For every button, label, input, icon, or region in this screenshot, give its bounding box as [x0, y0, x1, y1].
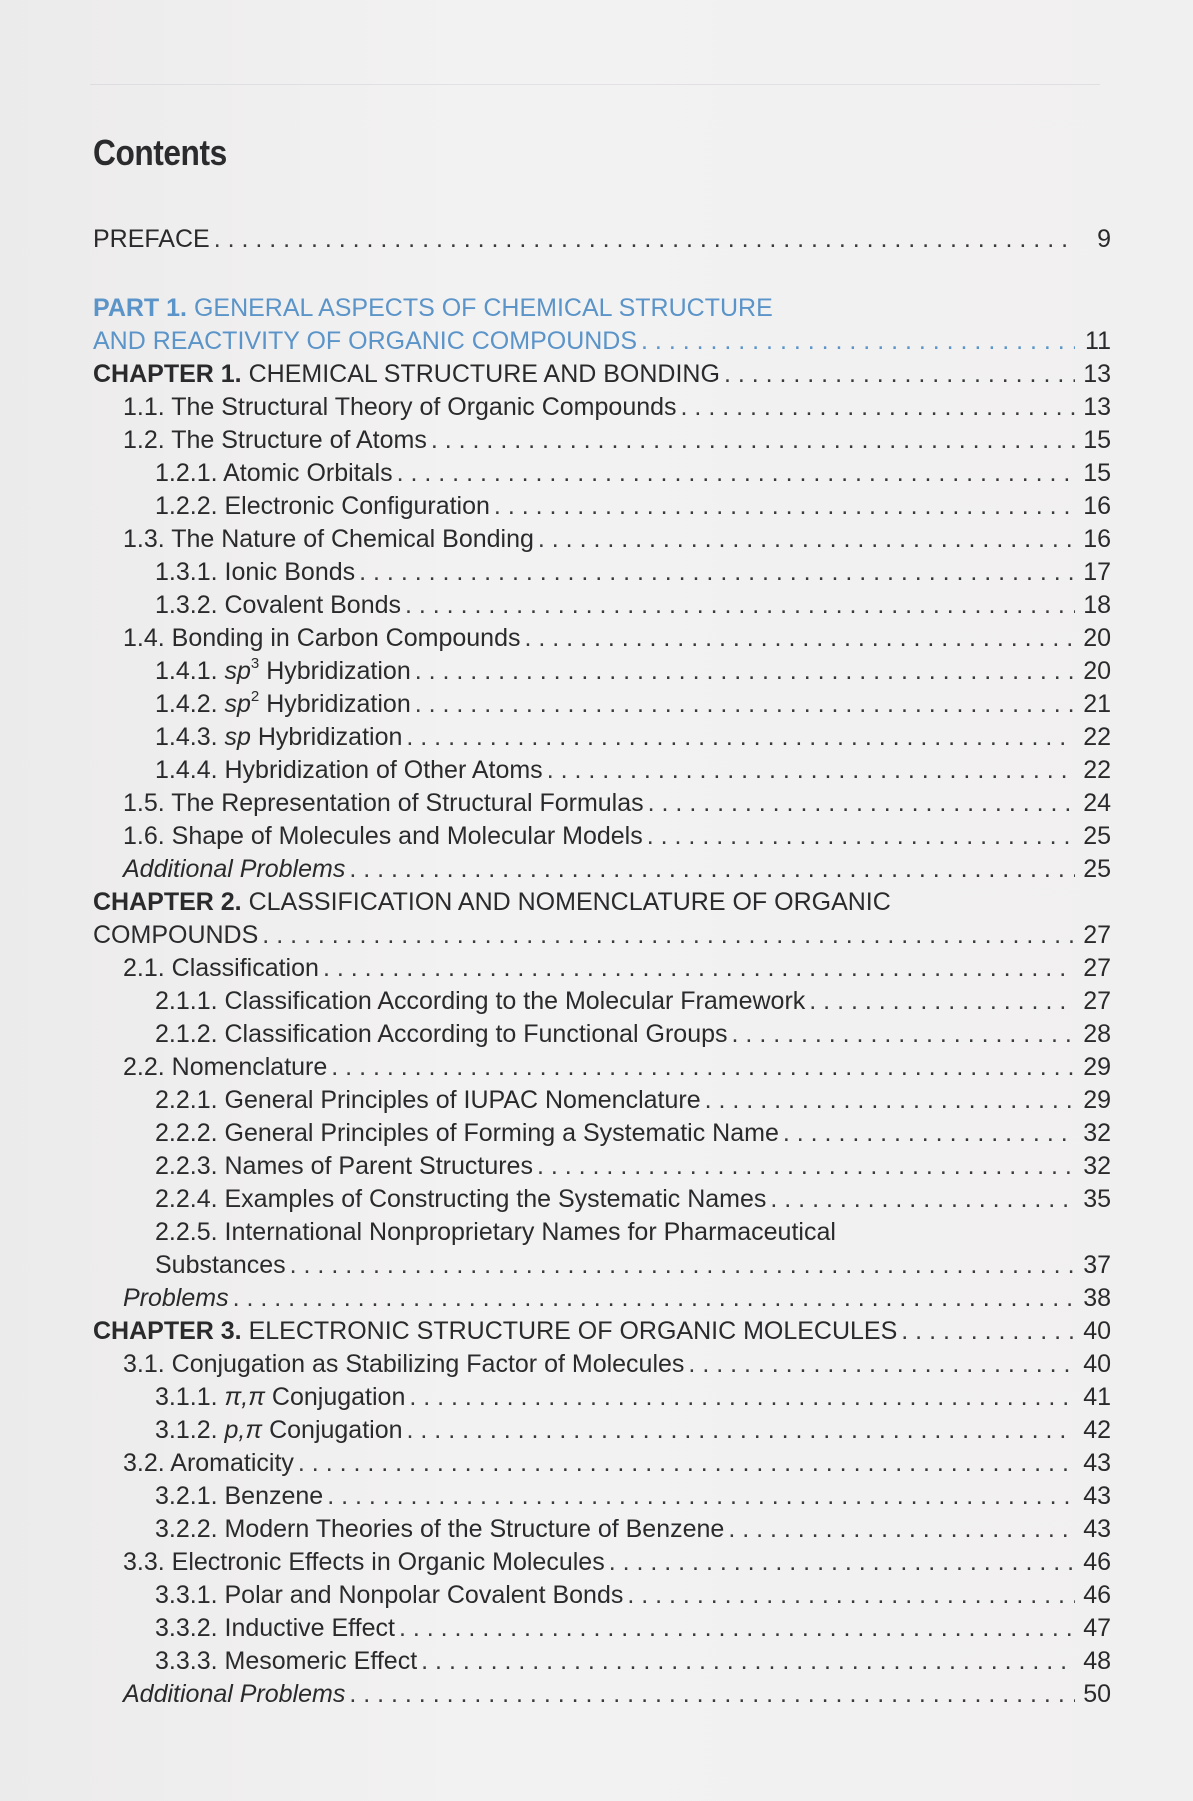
entry-number: 1.4.3.: [155, 723, 218, 751]
entry-label: Conjugation: [269, 1416, 403, 1444]
toc-entry-chapter-2[interactable]: [93, 886, 1111, 919]
orbital-symbol: sp: [224, 723, 251, 751]
toc-entry[interactable]: [93, 556, 1111, 589]
leader-dots: [525, 622, 1076, 655]
chapter-prefix: CHAPTER 3.: [93, 1317, 242, 1345]
leader-dots: [431, 424, 1075, 457]
leader-dots: [415, 655, 1075, 688]
toc-entry-additional-problems[interactable]: [93, 853, 1111, 886]
toc-entry-chapter-3[interactable]: [93, 1315, 1111, 1348]
entry-label: 1.4.4. Hybridization of Other Atoms: [155, 756, 543, 784]
page-number: 41: [1083, 1383, 1111, 1411]
leader-dots: [728, 1513, 1075, 1546]
entry-label: 2.2.4. Examples of Constructing the Systematic Names: [155, 1185, 767, 1213]
toc-entry[interactable]: [93, 490, 1111, 523]
leader-dots: [705, 1084, 1075, 1117]
page-number: 46: [1083, 1581, 1111, 1609]
entry-label: 3.3.3. Mesomeric Effect: [155, 1647, 418, 1675]
toc-entry[interactable]: [93, 688, 1111, 721]
leader-dots: [724, 358, 1075, 391]
toc-entry[interactable]: [93, 1414, 1111, 1447]
page-number: 32: [1083, 1152, 1111, 1180]
page-number: 38: [1083, 1284, 1111, 1312]
entry-label: PREFACE: [93, 225, 210, 253]
toc-entry[interactable]: [93, 1645, 1111, 1678]
leader-dots: [648, 787, 1075, 820]
leader-dots: [809, 985, 1075, 1018]
leader-dots: [681, 391, 1075, 424]
toc-entry[interactable]: [93, 424, 1111, 457]
leader-dots: [647, 820, 1075, 853]
entry-label: 2.2.3. Names of Parent Structures: [155, 1152, 533, 1180]
page-number: 18: [1083, 591, 1111, 619]
toc-entry[interactable]: [93, 820, 1111, 853]
leader-dots: [323, 952, 1075, 985]
leader-dots: [359, 556, 1075, 589]
page-number: 22: [1083, 723, 1111, 751]
part-prefix: PART 1.: [93, 294, 187, 322]
leader-dots: [331, 1051, 1075, 1084]
entry-label: 1.2.1. Atomic Orbitals: [155, 459, 393, 487]
page-number: 25: [1083, 855, 1111, 883]
page-number: 42: [1083, 1416, 1111, 1444]
entry-label: Conjugation: [271, 1383, 406, 1411]
entry-label-line1: 2.2.5. International Nonproprietary Names for Pharmaceutical: [155, 1218, 836, 1246]
page-number: 37: [1083, 1251, 1111, 1279]
leader-dots: [732, 1018, 1075, 1051]
toc-entry[interactable]: [93, 1513, 1111, 1546]
entry-label: 1.4. Bonding in Carbon Compounds: [123, 624, 521, 652]
toc-entry-chapter-2-cont[interactable]: [93, 919, 1111, 952]
toc-entry-problems[interactable]: [93, 1282, 1111, 1315]
page-number: 16: [1083, 492, 1111, 520]
entry-label: Hybridization: [266, 657, 411, 685]
leader-dots: [349, 853, 1075, 886]
entry-label: 3.1. Conjugation as Stabilizing Factor of Molecules: [123, 1350, 685, 1378]
page-number: 29: [1083, 1053, 1111, 1081]
entry-label: 2.1.1. Classification According to the Molecular Framework: [155, 987, 806, 1015]
page-number: 22: [1083, 756, 1111, 784]
toc-entry[interactable]: [93, 1579, 1111, 1612]
orbital-symbol: sp: [224, 690, 251, 718]
entry-label: 1.3.2. Covalent Bonds: [155, 591, 401, 619]
page-number: 50: [1083, 1680, 1111, 1708]
toc-entry-additional-problems[interactable]: [93, 1678, 1111, 1711]
entry-label-line1: CLASSIFICATION AND NOMENCLATURE OF ORGANIC: [248, 888, 891, 916]
entry-label: CHEMICAL STRUCTURE AND BONDING: [248, 360, 720, 388]
entry-label: Additional Problems: [123, 1680, 346, 1708]
leader-dots: [405, 589, 1075, 622]
page-number: 15: [1083, 426, 1111, 454]
toc-entry-part-1-cont[interactable]: [93, 325, 1111, 358]
page-number: 9: [1097, 225, 1111, 253]
entry-label: 3.2. Aromaticity: [123, 1449, 294, 1477]
leader-dots: [537, 1150, 1075, 1183]
leader-dots: [214, 223, 1075, 256]
table-of-contents: [93, 223, 1111, 1711]
entry-label: Problems: [123, 1284, 229, 1312]
toc-entry-chapter-1[interactable]: [93, 358, 1111, 391]
page-number: 43: [1083, 1515, 1111, 1543]
toc-entry[interactable]: [93, 1381, 1111, 1414]
page-number: 15: [1083, 459, 1111, 487]
page-number: 47: [1083, 1614, 1111, 1642]
chapter-prefix: CHAPTER 2.: [93, 888, 242, 916]
toc-entry[interactable]: [93, 1216, 1111, 1249]
leader-dots: [298, 1447, 1075, 1480]
orbital-symbol: sp: [224, 657, 251, 685]
entry-label: 1.3. The Nature of Chemical Bonding: [123, 525, 534, 553]
entry-label: 1.6. Shape of Molecules and Molecular Models: [123, 822, 643, 850]
page-number: 25: [1083, 822, 1111, 850]
page-number: 29: [1083, 1086, 1111, 1114]
page-number: 27: [1083, 954, 1111, 982]
page-number: 32: [1083, 1119, 1111, 1147]
page-number: 20: [1083, 657, 1111, 685]
page-number: 48: [1083, 1647, 1111, 1675]
entry-number: 3.1.1.: [155, 1383, 218, 1411]
page-number: 35: [1083, 1185, 1111, 1213]
toc-entry[interactable]: [93, 1546, 1111, 1579]
entry-number: 1.4.2.: [155, 690, 218, 718]
page-number: 13: [1083, 360, 1111, 388]
orbital-superscript: 3: [250, 654, 260, 672]
page-number: 46: [1083, 1548, 1111, 1576]
leader-dots: [397, 457, 1075, 490]
entry-label: Hybridization: [266, 690, 411, 718]
leader-dots: [494, 490, 1075, 523]
toc-entry[interactable]: [93, 952, 1111, 985]
leader-dots: [538, 523, 1075, 556]
page-number: 16: [1083, 525, 1111, 553]
leader-dots: [290, 1249, 1075, 1282]
toc-entry-part-1[interactable]: [93, 292, 1111, 325]
page-number: 11: [1085, 327, 1111, 355]
entry-label: 2.1.2. Classification According to Functional Groups: [155, 1020, 728, 1048]
toc-entry[interactable]: [93, 1183, 1111, 1216]
leader-dots: [233, 1282, 1075, 1315]
leader-dots: [349, 1678, 1075, 1711]
leader-dots: [783, 1117, 1075, 1150]
entry-label: Additional Problems: [123, 855, 346, 883]
entry-label: 1.2. The Structure of Atoms: [123, 426, 427, 454]
page-number: 20: [1083, 624, 1111, 652]
entry-label: 3.2.1. Benzene: [155, 1482, 324, 1510]
toc-entry[interactable]: [93, 1480, 1111, 1513]
header-rule: [90, 84, 1100, 85]
entry-label-line2: AND REACTIVITY OF ORGANIC COMPOUNDS: [93, 327, 638, 355]
page-number: 40: [1083, 1350, 1111, 1378]
entry-label: 3.2.2. Modern Theories of the Structure of Benzene: [155, 1515, 725, 1543]
page-number: 43: [1083, 1449, 1111, 1477]
page-number: 13: [1083, 393, 1111, 421]
entry-label: ELECTRONIC STRUCTURE OF ORGANIC MOLECULES: [248, 1317, 898, 1345]
page-number: 17: [1083, 558, 1111, 586]
leader-dots: [415, 688, 1075, 721]
entry-label: 2.1. Classification: [123, 954, 319, 982]
entry-label: 1.2.2. Electronic Configuration: [155, 492, 490, 520]
leader-dots: [409, 1381, 1075, 1414]
toc-entry[interactable]: [93, 1150, 1111, 1183]
chapter-prefix: CHAPTER 1.: [93, 360, 242, 388]
toc-entry[interactable]: [93, 721, 1111, 754]
entry-label-line2: COMPOUNDS: [93, 921, 259, 949]
conjugation-symbol: p,π: [224, 1416, 263, 1444]
leader-dots: [406, 721, 1075, 754]
leader-dots: [901, 1315, 1075, 1348]
toc-entry-preface[interactable]: [93, 223, 1111, 256]
page-number: 27: [1083, 921, 1111, 949]
page-number: 27: [1083, 987, 1111, 1015]
page-number: 24: [1083, 789, 1111, 817]
entry-label: 3.3.2. Inductive Effect: [155, 1614, 395, 1642]
leader-dots: [688, 1348, 1075, 1381]
conjugation-symbol: π,π: [224, 1383, 265, 1411]
entry-label: 3.3. Electronic Effects in Organic Molecules: [123, 1548, 605, 1576]
toc-entry[interactable]: [93, 1018, 1111, 1051]
bleed-through-text: [360, 136, 367, 167]
toc-entry[interactable]: [93, 1612, 1111, 1645]
page-number: 43: [1083, 1482, 1111, 1510]
leader-dots: [609, 1546, 1075, 1579]
leader-dots: [399, 1612, 1075, 1645]
toc-entry[interactable]: [93, 787, 1111, 820]
page-number: 21: [1083, 690, 1111, 718]
toc-entry[interactable]: [93, 1117, 1111, 1150]
entry-label: 2.2. Nomenclature: [123, 1053, 328, 1081]
toc-entry[interactable]: [93, 1084, 1111, 1117]
toc-entry[interactable]: [93, 1447, 1111, 1480]
leader-dots: [421, 1645, 1075, 1678]
toc-entry[interactable]: [93, 589, 1111, 622]
toc-entry[interactable]: [93, 523, 1111, 556]
page-number: 40: [1083, 1317, 1111, 1345]
leader-dots: [627, 1579, 1075, 1612]
leader-dots: [641, 325, 1075, 358]
entry-number: 3.1.2.: [155, 1416, 218, 1444]
entry-label-line1: GENERAL ASPECTS OF CHEMICAL STRUCTURE: [193, 294, 773, 322]
entry-label: 1.5. The Representation of Structural Formulas: [123, 789, 644, 817]
entry-label: 3.3.1. Polar and Nonpolar Covalent Bonds: [155, 1581, 624, 1609]
toc-entry[interactable]: [93, 622, 1111, 655]
toc-entry[interactable]: [93, 457, 1111, 490]
toc-entry[interactable]: [93, 1348, 1111, 1381]
entry-label-line2: Substances: [155, 1251, 286, 1279]
toc-entry[interactable]: [93, 754, 1111, 787]
entry-label: 2.2.1. General Principles of IUPAC Nomenclature: [155, 1086, 701, 1114]
toc-entry[interactable]: [93, 1051, 1111, 1084]
toc-entry[interactable]: [93, 391, 1111, 424]
toc-entry[interactable]: [93, 655, 1111, 688]
leader-dots: [327, 1480, 1075, 1513]
entry-label: 2.2.2. General Principles of Forming a Systematic Name: [155, 1119, 779, 1147]
page-title: Contents: [93, 132, 227, 173]
leader-dots: [547, 754, 1075, 787]
entry-label: 1.1. The Structural Theory of Organic Compounds: [123, 393, 677, 421]
leader-dots: [262, 919, 1075, 952]
entry-label: Hybridization: [257, 723, 403, 751]
leader-dots: [770, 1183, 1075, 1216]
orbital-superscript: 2: [250, 687, 260, 705]
toc-entry-cont[interactable]: [93, 1249, 1111, 1282]
entry-number: 1.4.1.: [155, 657, 218, 685]
entry-label: 1.3.1. Ionic Bonds: [155, 558, 356, 586]
page-number: 28: [1083, 1020, 1111, 1048]
leader-dots: [407, 1414, 1075, 1447]
toc-entry[interactable]: [93, 985, 1111, 1018]
